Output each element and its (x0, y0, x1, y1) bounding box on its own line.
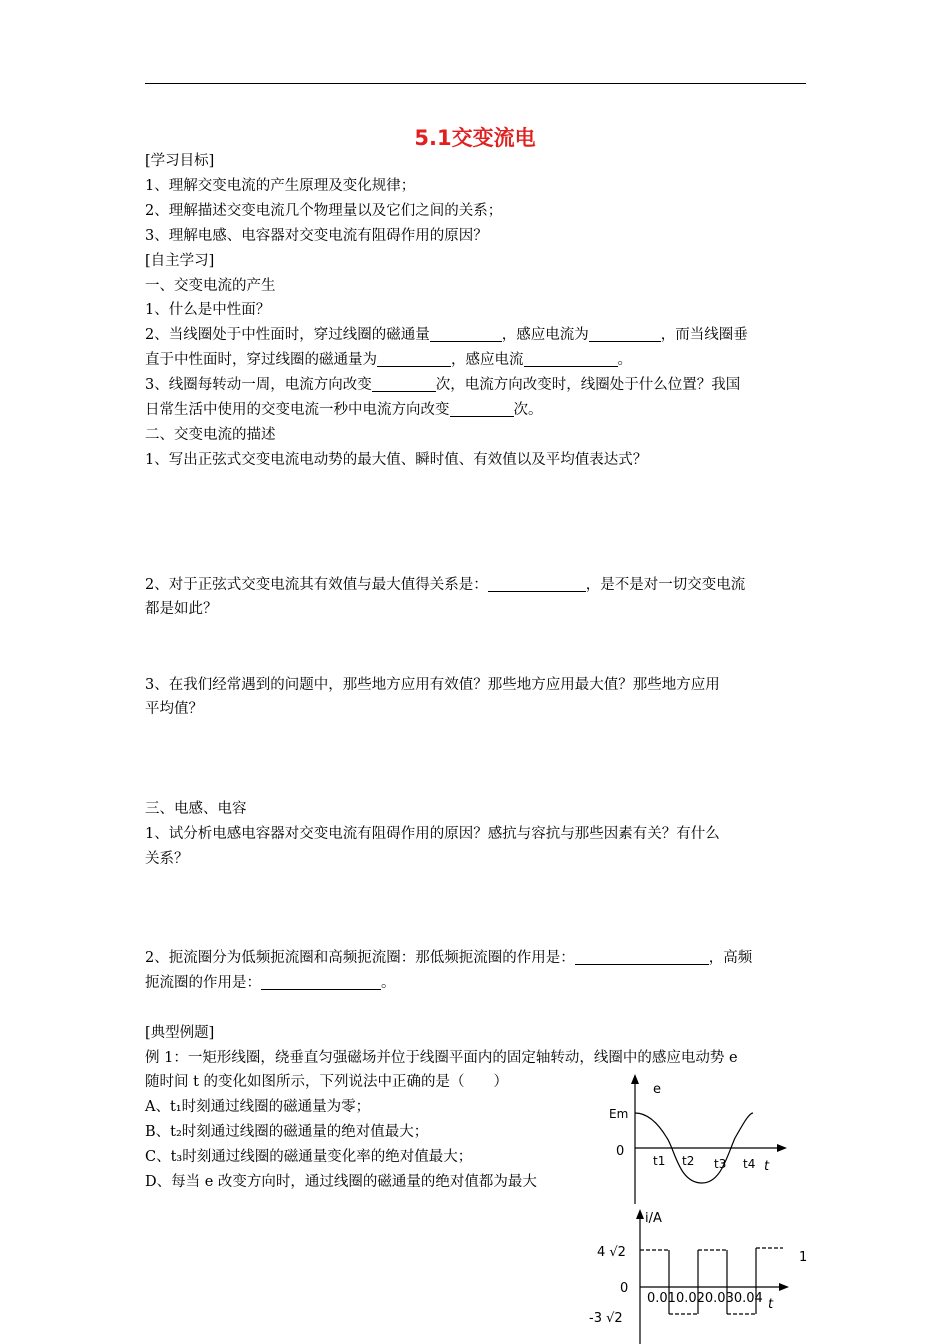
text: ，感应电流 (451, 352, 524, 368)
text: 。 (617, 352, 632, 368)
example1-line1: 例 1：一矩形线圈，绕垂直匀强磁场并位于线圈平面内的固定轴转动，线圈中的感应电动势 e (145, 1050, 738, 1066)
side-label: 1 (799, 1250, 808, 1265)
current-graph (585, 1206, 810, 1344)
option-b: B、t₂时刻通过线圈的磁通量的绝对值最大； (145, 1124, 429, 1140)
tick-t3: t3 (714, 1157, 727, 1171)
option-a: A、t₁时刻通过线圈的磁通量为零； (145, 1099, 371, 1115)
example1-line2: 随时间 t 的变化如图所示，下列说法中正确的是（ ） (145, 1074, 509, 1090)
text: 扼流圈的作用是： (145, 975, 261, 991)
fill-blank[interactable] (450, 400, 514, 417)
text: 直于中性面时，穿过线圈的磁通量为 (145, 352, 377, 368)
fill-blank[interactable] (430, 325, 502, 342)
text: 3、线圈每转动一周，电流方向改变 (145, 377, 372, 393)
fill-blank[interactable] (524, 350, 618, 367)
header-rule (145, 83, 806, 84)
text: ，感应电流为 (501, 327, 589, 343)
y-axis-label: i/A (645, 1211, 662, 1226)
s1-question-2-line2 (145, 348, 632, 372)
s1-question-3-line2 (145, 398, 543, 422)
s2-question-3-line2: 平均值？ (145, 701, 203, 717)
text: 日常生活中使用的交变电流一秒中电流方向改变 (145, 402, 450, 418)
x-axis-arrow (777, 1144, 787, 1152)
emf-graph (595, 1072, 805, 1207)
s2-question-1: 1、写出正弦式交变电流电动势的最大值、瞬时值、有效值以及平均值表达式？ (145, 452, 648, 468)
s3-question-1-line1: 1、试分析电感电容器对交变电流有阻碍作用的原因？感抗与容抗与那些因素有关？有什么 (145, 826, 720, 842)
s3-question-2-line2 (145, 971, 396, 995)
x-axis-label: t (768, 1297, 774, 1312)
text: 次。 (513, 402, 543, 418)
fill-blank[interactable] (377, 350, 451, 367)
origin-label: 0 (620, 1281, 629, 1296)
tick-t1: t1 (653, 1154, 666, 1168)
y-axis-arrow (636, 1209, 644, 1219)
page-title: 5.1交变流电 (414, 126, 536, 150)
self-study-heading: [自主学习] (145, 253, 215, 269)
fill-blank[interactable] (575, 948, 709, 965)
top-value-label: 4 √2 (597, 1245, 626, 1260)
s3-question-2-line1 (145, 946, 752, 970)
x-axis-label: t (764, 1159, 770, 1174)
y-axis-arrow (631, 1074, 639, 1084)
examples-heading: [典型例题] (145, 1025, 215, 1041)
option-d: D、每当 e 改变方向时，通过线圈的磁通量的绝对值都为最大 (145, 1174, 537, 1190)
option-c: C、t₃时刻通过线圈的磁通量变化率的绝对值最大； (145, 1149, 473, 1165)
text: 2、扼流圈分为低频扼流圈和高频扼流圈：那低频扼流圈的作用是： (145, 950, 575, 966)
text: 2、对于正弦式交变电流其有效值与最大值得关系是： (145, 577, 488, 593)
x-tick-labels: 0.010.020.030.04 (647, 1291, 763, 1306)
tick-t4: t4 (743, 1157, 756, 1171)
section3-title: 三、电感、电容 (145, 801, 247, 817)
s2-question-2-line1 (145, 573, 745, 597)
s2-question-3-line1: 3、在我们经常遇到的问题中，那些地方应用有效值？那些地方应用最大值？那些地方应用 (145, 677, 720, 693)
x-axis-arrow (779, 1283, 789, 1291)
s1-question-2-line1 (145, 323, 748, 347)
text: ，是不是对一切交变电流 (585, 577, 746, 593)
s3-question-1-line2: 关系？ (145, 851, 189, 867)
text: ，高频 (708, 950, 753, 966)
s1-question-3-line1 (145, 373, 740, 397)
s2-question-2-line2: 都是如此？ (145, 601, 218, 617)
goal-item-3: 3、理解电感、电容器对交变电流有阻碍作用的原因？ (145, 228, 488, 244)
text: 次，电流方向改变时，线圈处于什么位置？我国 (435, 377, 741, 393)
y-axis-label: e (653, 1082, 661, 1097)
fill-blank[interactable] (589, 325, 661, 342)
goal-item-2: 2、理解描述交变电流几个物理量以及它们之间的关系； (145, 203, 503, 219)
s1-question-1: 1、什么是中性面？ (145, 302, 271, 318)
tick-t2: t2 (682, 1154, 695, 1168)
text: 2、当线圈处于中性面时，穿过线圈的磁通量 (145, 327, 430, 343)
fill-blank[interactable] (372, 375, 436, 392)
text: ，而当线圈垂 (660, 327, 748, 343)
text: 。 (381, 975, 396, 991)
section1-title: 一、交变电流的产生 (145, 278, 276, 294)
bottom-value-label: -3 √2 (589, 1311, 623, 1326)
fill-blank[interactable] (261, 973, 381, 990)
section2-title: 二、交变电流的描述 (145, 427, 276, 443)
fill-blank[interactable] (488, 575, 586, 592)
em-label: Em (609, 1107, 629, 1121)
goal-item-1: 1、理解交变电流的产生原理及变化规律； (145, 178, 416, 194)
goals-heading: [学习目标] (145, 153, 215, 169)
origin-label: 0 (616, 1144, 625, 1159)
